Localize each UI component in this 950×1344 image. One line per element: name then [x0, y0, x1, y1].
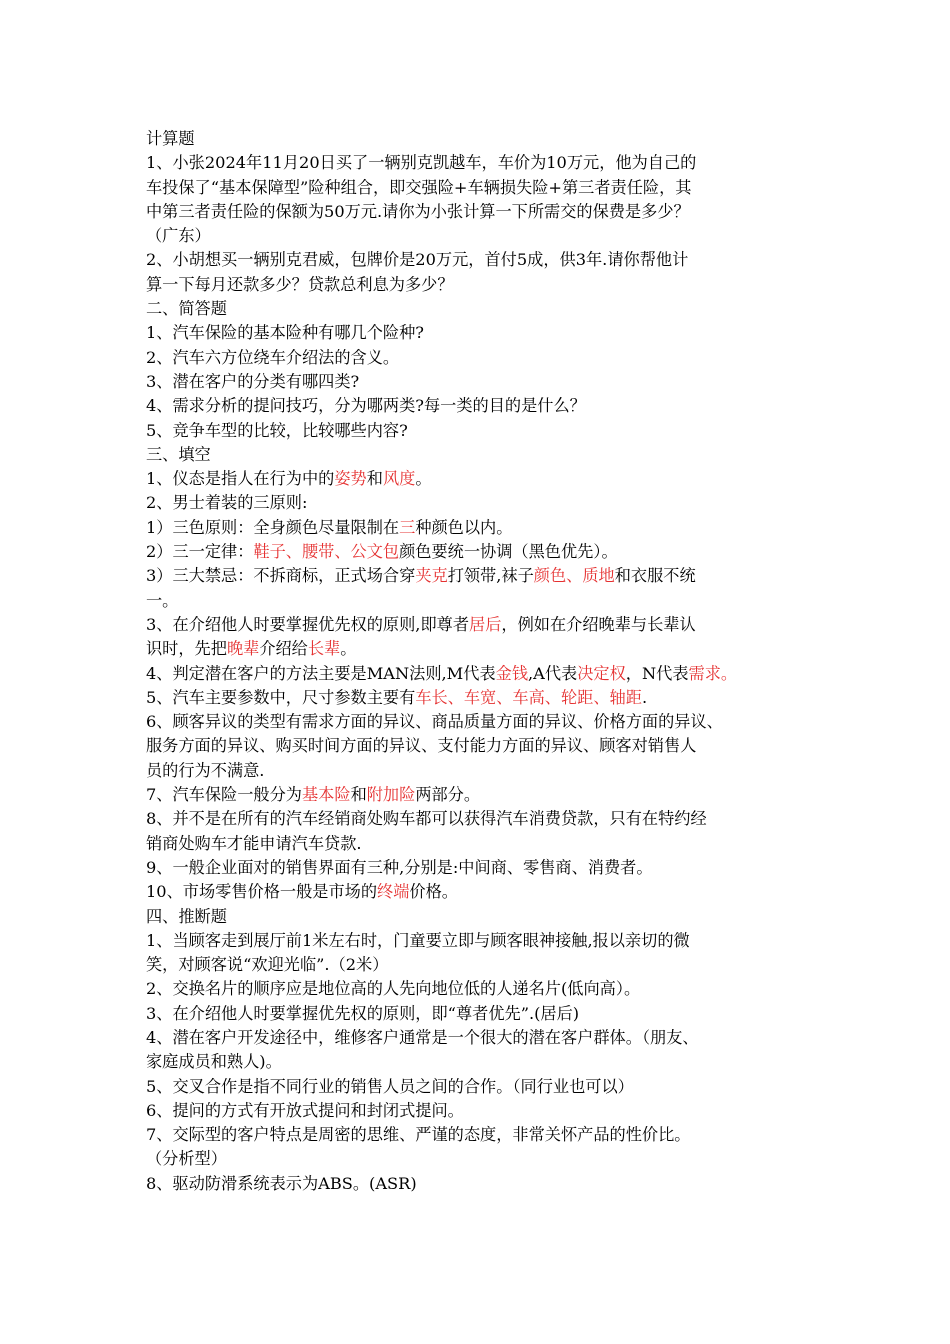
text-run: ,A代表: [528, 663, 578, 683]
text-run: 8、驱动防滑系统表示为ABS。(ASR): [146, 1173, 417, 1193]
text-run: .: [641, 687, 648, 707]
text-run: 2、汽车六方位绕车介绍法的含义。: [146, 347, 400, 367]
text-line: [146, 686, 826, 710]
text-run: 4、需求分析的提问技巧，分为哪两类?每一类的目的是什么？: [146, 396, 586, 416]
text-line: [146, 880, 826, 904]
text-line: [146, 783, 826, 807]
text-run: 2）三一定律：: [146, 542, 254, 562]
text-line: [146, 1147, 826, 1171]
text-line: [146, 540, 826, 564]
text-line: [146, 491, 826, 515]
answer-highlight: 晚辈: [226, 639, 260, 659]
text-line: [146, 905, 826, 929]
text-run: 识时，先把: [146, 639, 227, 659]
answer-highlight: 需求。: [688, 663, 738, 683]
text-run: 7、汽车保险一般分为: [146, 785, 302, 805]
text-line: [146, 176, 826, 200]
text-run: 8、并不是在所有的汽车经销商处购车都可以获得汽车消费贷款，只有在特约经: [146, 809, 707, 829]
text-run: 2、小胡想买一辆别克君威，包牌价是20万元，首付5成，供3年.请你帮他计: [146, 250, 689, 270]
answer-highlight: 决定权: [577, 663, 626, 683]
text-line: [146, 224, 826, 248]
text-run: 4、潜在客户开发途径中，维修客户通常是一个很大的潜在客户群体。（朋友、: [146, 1027, 699, 1047]
text-line: [146, 710, 826, 734]
text-run: 销商处购车才能申请汽车贷款.: [146, 833, 362, 853]
text-line: [146, 977, 826, 1001]
text-run: 7、交际型的客户特点是周密的思维、严谨的态度，非常关怀产品的性价比。: [146, 1125, 691, 1145]
text-run: 3、潜在客户的分类有哪四类?: [146, 371, 360, 391]
answer-highlight: 终端: [377, 882, 410, 902]
text-line: [146, 1050, 826, 1074]
text-run: 1、汽车保险的基本险种有哪几个险种?: [146, 323, 424, 343]
answer-highlight: 三: [399, 517, 416, 537]
text-run: 6、顾客异议的类型有需求方面的异议、商品质量方面的异议、价格方面的异议、: [146, 712, 723, 732]
text-line: [146, 564, 826, 588]
text-run: 二、简答题: [146, 299, 227, 319]
text-run: 5、竞争车型的比较，比较哪些内容?: [146, 420, 408, 440]
text-line: [146, 321, 826, 345]
answer-highlight: 长辈: [307, 639, 341, 659]
text-line: [146, 662, 826, 686]
text-run: 三、填空: [146, 444, 211, 464]
answer-highlight: 风度: [382, 469, 416, 489]
text-run: 介绍给: [259, 639, 308, 659]
text-run: ，例如在介绍晚辈与长辈认: [501, 614, 696, 634]
text-run: 9、一般企业面对的销售界面有三种,分别是:中间商、零售商、消费者。: [146, 857, 653, 877]
text-line: [146, 589, 826, 613]
text-line: [146, 807, 826, 831]
answer-highlight: 附加险: [366, 785, 416, 805]
text-run: 价格。: [409, 882, 458, 902]
text-run: 1）三色原则：全身颜色尽量限制在: [146, 517, 400, 537]
text-line: [146, 248, 826, 272]
text-line: [146, 953, 826, 977]
text-line: [146, 1099, 826, 1123]
text-line: [146, 151, 826, 175]
text-run: 颜色要统一协调（黑色优先）。: [399, 542, 618, 562]
text-line: [146, 1123, 826, 1147]
text-line: [146, 1026, 826, 1050]
text-run: 家庭成员和熟人)。: [146, 1052, 282, 1072]
answer-highlight: 颜色、质地: [533, 566, 615, 586]
text-run: 服务方面的异议、购买时间方面的异议、支付能力方面的异议、顾客对销售人: [146, 736, 697, 756]
text-run: ，N代表: [625, 663, 689, 683]
answer-highlight: 姿势: [334, 469, 367, 489]
text-line: [146, 200, 826, 224]
text-run: 2、交换名片的顺序应是地位高的人先向地位低的人递名片(低向高）。: [146, 979, 641, 999]
text-line: [146, 1002, 826, 1026]
text-line: [146, 637, 826, 661]
text-line: [146, 443, 826, 467]
text-run: 4、判定潜在客户的方法主要是MAN法则,M代表: [146, 663, 496, 683]
text-run: 种颜色以内。: [415, 517, 513, 537]
text-run: 计算题: [146, 129, 195, 148]
answer-highlight: 夹克: [415, 566, 448, 586]
text-run: 一。: [146, 590, 179, 610]
text-run: 和: [350, 785, 367, 805]
text-line: [146, 516, 826, 540]
text-line: [146, 127, 826, 151]
text-line: [146, 297, 826, 321]
text-run: 和衣服不统: [614, 566, 696, 586]
text-run: 1、小张2024年11月20日买了一辆别克凯越车，车价为10万元，他为自己的: [146, 153, 697, 173]
text-line: [146, 1075, 826, 1099]
text-run: 3、在介绍他人时要掌握优先权的原则，即“尊者优先”.(居后): [146, 1003, 580, 1023]
text-run: 中第三者责任险的保额为50万元.请你为小张计算一下所需交的保费是多少？: [146, 201, 690, 221]
text-run: 3）三大禁忌：不拆商标，正式场合穿: [146, 566, 416, 586]
text-line: [146, 370, 826, 394]
text-line: [146, 856, 826, 880]
text-line: [146, 394, 826, 418]
text-run: 笑，对顾客说“欢迎光临”.（2米）: [146, 955, 389, 975]
text-run: 10、市场零售价格一般是市场的: [146, 882, 378, 902]
answer-highlight: 金钱: [495, 663, 529, 683]
text-line: [146, 346, 826, 370]
answer-highlight: 车长、车宽、车高、轮距、轴距: [415, 687, 642, 707]
answer-highlight: 基本险: [302, 785, 351, 805]
text-run: 5、交叉合作是指不同行业的销售人员之间的合作。（同行业也可以）: [146, 1076, 634, 1096]
text-run: 员的行为不满意.: [146, 760, 265, 780]
text-run: 和: [366, 469, 383, 489]
text-line: [146, 929, 826, 953]
text-line: [146, 467, 826, 491]
text-run: 6、提问的方式有开放式提问和封闭式提问。: [146, 1100, 464, 1120]
text-line: [146, 273, 826, 297]
text-run: 2、男士着装的三原则:: [146, 493, 308, 513]
text-line: [146, 613, 826, 637]
text-run: 两部分。: [415, 785, 481, 805]
text-run: 。: [340, 639, 357, 659]
text-run: 算一下每月还款多少？贷款总利息为多少？: [146, 274, 454, 294]
document-body: [146, 127, 826, 1196]
text-run: 1、当顾客走到展厅前1米左右时，门童要立即与顾客眼神接触,报以亲切的微: [146, 930, 690, 950]
text-run: 车投保了“基本保障型”险种组合，即交强险+车辆损失险+第三者责任险，其: [146, 177, 692, 197]
text-run: 5、汽车主要参数中，尺寸参数主要有: [146, 687, 416, 707]
text-run: 。: [415, 469, 432, 489]
text-line: [146, 759, 826, 783]
text-line: [146, 734, 826, 758]
text-run: 打领带,袜子: [447, 566, 534, 586]
text-line: [146, 1172, 826, 1196]
text-run: 1、仪态是指人在行为中的: [146, 469, 335, 489]
text-run: （分析型）: [146, 1149, 227, 1169]
text-line: [146, 419, 826, 443]
text-run: （广东）: [146, 226, 211, 246]
text-run: 四、推断题: [146, 906, 227, 926]
answer-highlight: 鞋子、腰带、公文包: [253, 542, 400, 562]
text-run: 3、在介绍他人时要掌握优先权的原则,即尊者: [146, 614, 470, 634]
answer-highlight: 居后: [469, 614, 502, 634]
text-line: [146, 832, 826, 856]
